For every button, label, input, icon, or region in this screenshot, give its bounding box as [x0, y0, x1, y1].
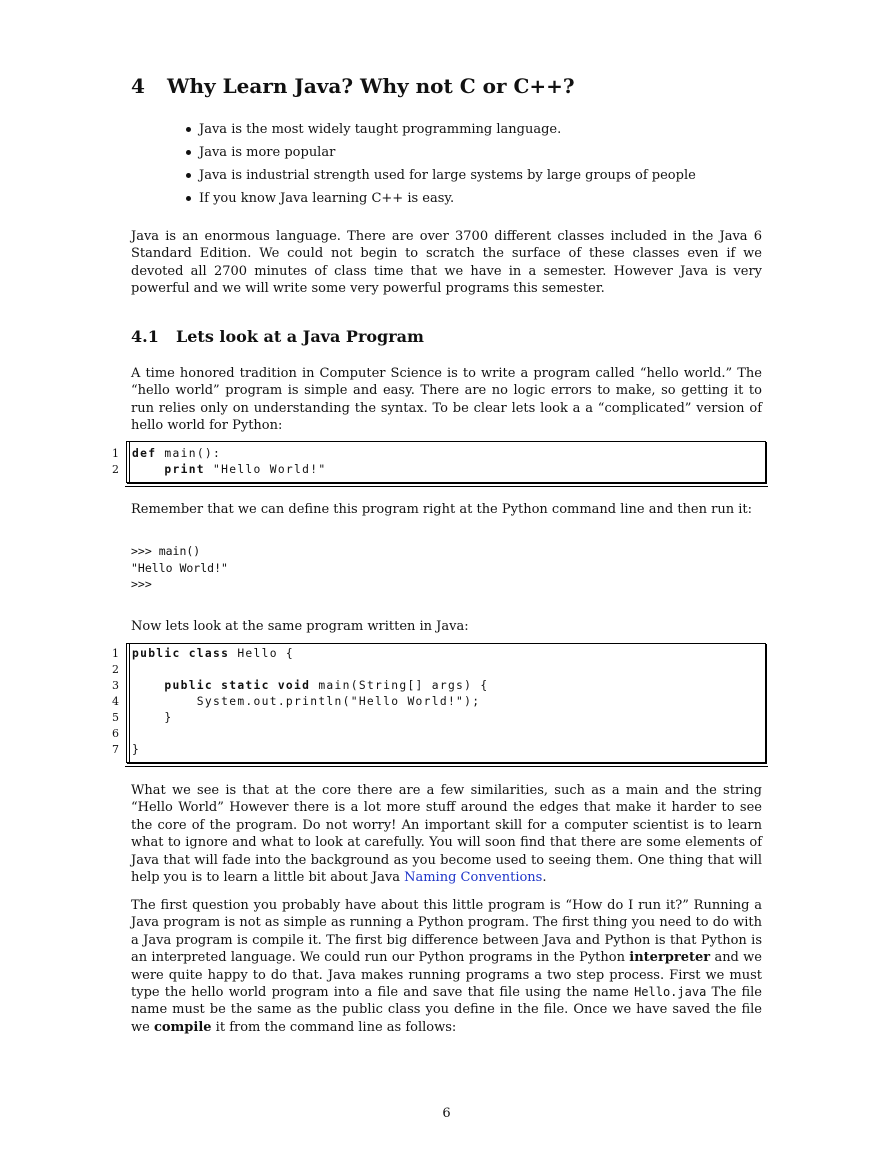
similarities-paragraph — [131, 782, 762, 886]
code-keyword: print — [132, 463, 205, 476]
code-text: } — [132, 711, 173, 724]
reasons-bullet-list — [185, 118, 696, 210]
line-number: 5 — [112, 711, 119, 724]
bold-term: compile — [153, 1019, 212, 1035]
paragraph-text: What we see is that at the core there are a few similarities, such as a main and the string “Hello World” However there is a lot more stuff around the edges that make it harder to see the core of the program. Do not worry! An important skill for a computer scientist is to learn what to ignore and what to look at carefully. You will soon find that there are some elements of Java that will fade into the background as you become used to seeing them. One thing that will help you is to learn a little bit about Java — [131, 783, 762, 886]
line-number: 7 — [112, 743, 119, 756]
code-line — [132, 742, 140, 758]
console-line: "Hello World!" — [131, 560, 228, 575]
section-title: Why Learn Java? Why not C or C++? — [167, 74, 575, 98]
code-text: } — [132, 743, 141, 756]
intro-paragraph: Java is an enormous language. There are over 3700 different classes included in the Java 6 Standard Edition. We could not begin to scratch the surface of these classes even if we devoted all 2700 minutes of class time that we have in a semester. However Java is very powerful and we will write some very powerful programs this semester. — [131, 229, 762, 297]
remember-paragraph: Remember that we can define this program right at the Python command line and then run it: — [131, 502, 752, 517]
line-number: 1 — [112, 447, 119, 460]
subsection-title: Lets look at a Java Program — [176, 327, 424, 346]
line-number: 6 — [112, 727, 119, 740]
now-paragraph: Now lets look at the same program written in Java: — [131, 619, 469, 634]
bold-term: interpreter — [629, 950, 711, 966]
list-item: Java is the most widely taught programming language. — [185, 118, 696, 141]
section-heading — [131, 74, 575, 98]
subsection-heading — [131, 327, 424, 346]
naming-conventions-link[interactable]: Naming Conventions — [404, 870, 543, 886]
code-line — [132, 462, 326, 478]
code-line — [132, 694, 480, 710]
line-number: 1 — [112, 647, 119, 660]
python-code-listing — [112, 441, 766, 483]
code-line — [132, 678, 488, 694]
code-keyword: public class — [132, 647, 230, 660]
list-item: If you know Java learning C++ is easy. — [185, 187, 696, 210]
console-line: >>> — [131, 577, 152, 592]
code-text: Hello { — [229, 647, 295, 660]
list-item: Java is more popular — [185, 141, 696, 164]
code-text: "Hello World!" — [204, 463, 327, 476]
line-number: 2 — [112, 663, 119, 676]
paragraph-text: The file name must be the same as the public class you define in the file. Once we have saved the file we — [131, 985, 762, 1035]
code-line — [132, 646, 294, 662]
python-console-output — [131, 543, 228, 593]
hello-world-paragraph: A time honored tradition in Computer Science is to write a program called “hello world.” The “hello world” program is simple and easy. There are no logic errors to make, so getting it to run relies only on understanding the syntax. To be clear lets look a a “complicated” version of hello world for Python: — [131, 366, 762, 434]
paragraph-text: . — [542, 870, 547, 886]
paragraph-text: The first question you probably have about this little program is “How do I run it?” Running a Java program is not as simple as running a Python program. The first thing you need to do with a Java program is compile it. The first big difference between Java and Python is that Python is an interpreted language. We could run our Python programs in the Python — [131, 898, 762, 966]
line-number: 4 — [112, 695, 119, 708]
code-line — [132, 710, 173, 726]
list-item: Java is industrial strength used for large systems by large groups of people — [185, 164, 696, 187]
section-number: 4 — [131, 74, 145, 98]
code-text: System.out.println("Hello World!"); — [132, 695, 481, 708]
code-keyword: public static void — [132, 679, 311, 692]
code-text: main(): — [156, 447, 222, 460]
page-number: 6 — [442, 1106, 451, 1121]
code-text: main(String[] args) { — [310, 679, 489, 692]
paragraph-text: it from the command line as follows: — [211, 1019, 457, 1035]
console-line: >>> main() — [131, 544, 201, 558]
subsection-number: 4.1 — [131, 327, 159, 346]
code-keyword: def — [132, 447, 157, 460]
java-code-listing — [112, 643, 766, 763]
line-number: 2 — [112, 463, 119, 476]
code-line — [132, 446, 221, 462]
inline-code: Hello.java — [634, 985, 707, 1000]
run-it-paragraph — [131, 897, 762, 1036]
line-number: 3 — [112, 679, 119, 692]
paragraph-text: and we were quite happy to do that. Java makes running programs a two step process. First we must type the hello world program into a file and save that file using the name — [131, 950, 763, 1001]
